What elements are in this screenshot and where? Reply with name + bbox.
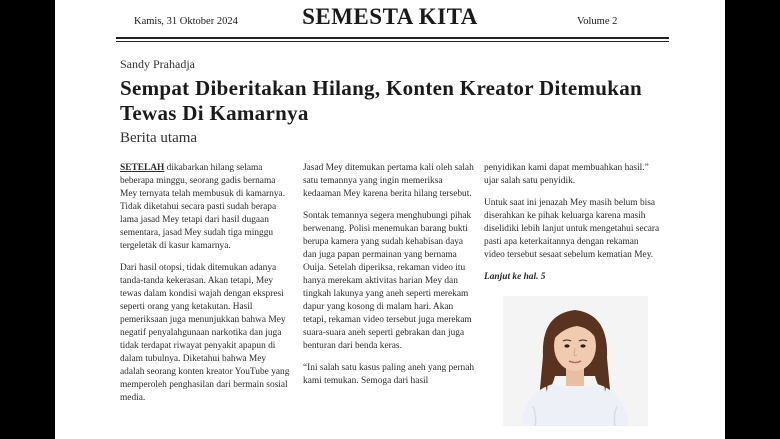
article-author: Sandy Prahadja — [120, 57, 195, 71]
masthead-rule-thin — [116, 41, 669, 42]
paragraph: penyidikan kami dapat membuahkan hasil.” ujar salah satu penyidik. — [484, 163, 649, 186]
volume-number: Volume 2 — [577, 16, 618, 27]
masthead — [55, 0, 725, 40]
issue-date: Kamis, 31 Oktober 2024 — [134, 16, 238, 27]
article-section: Berita utama — [120, 130, 198, 146]
portrait-illustration — [503, 296, 648, 426]
paragraph: SETELAH dikabarkan hilang selama beberapa minggu, seorang gadis bernama Mey ternyata telah membusuk di kamarnya. Tidak diketahui secara pasti sudah berapa lama jasad Mey tetapi dari hasil dugaan sementara, jasad Mey sudah tiga minggu tergeletak di kasur kamarnya. — [120, 163, 286, 251]
paragraph: “Ini salah satu kasus paling aneh yang pernah kami temukan. Semoga dari hasil — [303, 363, 475, 386]
article-headline: Sempat Diberitakan Hilang, Konten Kreator Ditemukan Tewas Di Kamarnya — [120, 76, 643, 125]
continued-link[interactable]: Lanjut ke hal. 5 — [484, 272, 546, 282]
masthead-rule-thick — [116, 37, 669, 39]
paragraph: Jasad Mey ditemukan pertama kali oleh salah satu temannya yang ingin memeriksa kedaaman Mey karena berita hilang tersebut. — [303, 163, 474, 199]
article-column-3 — [484, 162, 660, 293]
newspaper-title: SEMESTA KITA — [302, 4, 478, 29]
portrait-photo — [503, 296, 648, 426]
newspaper-page — [55, 0, 725, 439]
article-column-1 — [120, 162, 292, 414]
lead-word: SETELAH — [120, 163, 165, 173]
paragraph: Dari hasil otopsi, tidak ditemukan adanya tanda-tanda kekerasan. Akan tetapi, Mey tewas dalam kondisi wajah dengan ekspresi seperti orang yang ketakutan. Hasil pemeriksaan juga menunjukkan bahwa Mey negatif penyalahgunaan narkotika dan juga tidak terdapat riwayat penyakit apapun di dalam tubulnya. Diketahui bahwa Mey adalah seorang konten kreator YouTube yang memperoleh penghasilan dari bermain sosial media. — [120, 263, 290, 403]
paragraph: Sontak temannya segera menghubungi pihak berwenang. Polisi menemukan barang bukti berupa kamera yang sudah kehabisan daya dan juga papan permainan yang bernama Ouija. Setelah diperiksa, rekaman video itu hanya merekam aktivitas harian Mey dan tingkah lakunya yang aneh seperti merekam dapur yang kosong di malam hari. Akan tetapi, rekaman video tersebut juga merekam suara-suara aneh seperti gebrakan dan juga benturan dari benda keras. — [303, 211, 472, 351]
article-column-2 — [303, 162, 475, 397]
paragraph: Untuk saat ini jenazah Mey masih belum bisa diserahkan ke pihak keluarga karena masih diselidiki lebih lanjut untuk mengetahui secara pasti apa keterkaitannya dengan rekaman video tersebut sesaat sebelum kematian Mey. — [484, 198, 660, 260]
